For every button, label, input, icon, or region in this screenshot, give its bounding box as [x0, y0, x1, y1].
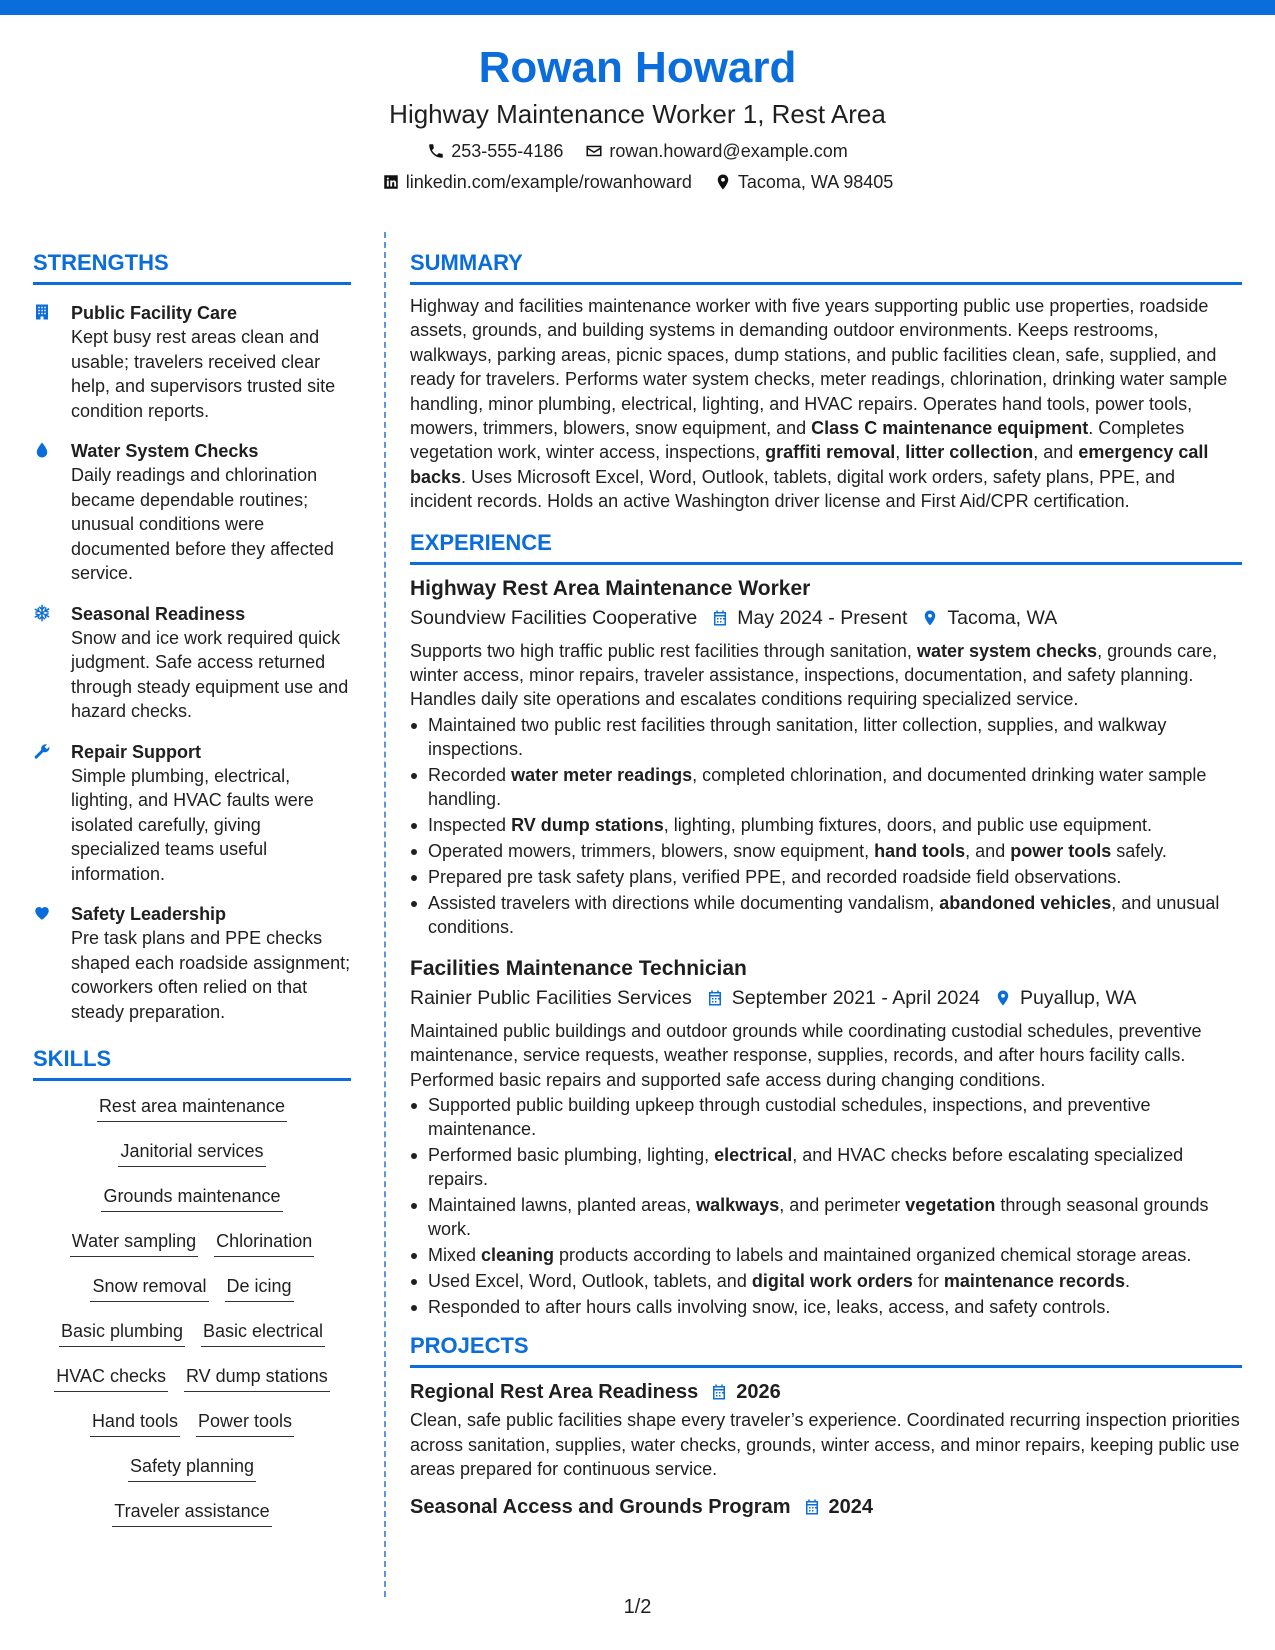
project-entry — [410, 1493, 1242, 1521]
bullet-item: Recorded water meter readings, completed chlorination, and documented drinking water sample handling. — [410, 763, 1242, 811]
wrench-icon — [33, 742, 51, 760]
phone-text: 253-555-4186 — [451, 141, 564, 161]
skill-tag: Power tools — [196, 1410, 294, 1437]
phone-icon — [427, 142, 445, 160]
skill-tag: Basic electrical — [201, 1320, 325, 1347]
job-title: Highway Rest Area Maintenance Worker — [410, 576, 811, 600]
candidate-name: Rowan Howard — [478, 43, 797, 92]
skill-tag: Grounds maintenance — [101, 1185, 282, 1212]
bullet-item: Maintained lawns, planted areas, walkways, and perimeter vegetation through seasonal grounds work. — [410, 1193, 1242, 1241]
linkedin-contact[interactable] — [382, 171, 692, 193]
phone-contact[interactable] — [427, 140, 563, 162]
skill-tag: Traveler assistance — [112, 1500, 271, 1527]
strength-text: Snow and ice work required quick judgment. Safe access returned through steady equipment use and hazard checks. — [71, 627, 349, 721]
bullet-item: Maintained two public rest facilities through sanitation, litter collection, supplies, and walkway inspections. — [410, 713, 1242, 761]
project-entry — [410, 1378, 1242, 1481]
project-year: 2026 — [736, 1381, 781, 1404]
email-text: rowan.howard@example.com — [609, 141, 848, 161]
skill-tag: RV dump stations — [184, 1365, 330, 1392]
strengths-heading: STRENGTHS — [33, 250, 351, 285]
job-bullets — [410, 713, 1242, 939]
skill-tag: HVAC checks — [54, 1365, 168, 1392]
strength-title: Repair Support — [71, 741, 202, 762]
skills-heading: SKILLS — [33, 1046, 351, 1081]
bullet-item: Supported public building upkeep through custodial schedules, inspections, and preventive maintenance. — [410, 1093, 1242, 1141]
skills-row — [33, 1320, 351, 1365]
job-location: Puyallup, WA — [1020, 986, 1137, 1009]
skill-tag: Safety planning — [128, 1455, 256, 1482]
job-company: Rainier Public Facilities Services — [410, 986, 692, 1009]
project-year: 2024 — [828, 1496, 873, 1519]
envelope-icon — [585, 142, 603, 160]
skills-row — [33, 1365, 351, 1410]
map-pin-icon — [994, 989, 1012, 1007]
water-drop-icon — [33, 441, 51, 459]
resume-header — [0, 40, 1275, 193]
project-title: Seasonal Access and Grounds Program — [410, 1496, 791, 1519]
contact-row-2 — [0, 171, 1275, 193]
job-meta — [410, 983, 1242, 1013]
building-icon — [33, 303, 51, 321]
summary-text: Highway and facilities maintenance worker with five years supporting public use properties, roadside assets, grounds, and building systems in demanding outdoor environments. Keeps restrooms, walkways, parking areas, picnic spaces, dump stations, and public facilities clean, safe, supplied, and ready for travelers. Performs water system checks, meter readings, chlorination, drinking water sample handling, minor plumbing, electrical, lighting, and HVAC repairs. Operates hand tools, power tools, mowers, trimmers, blowers, snow equipment, and Class C maintenance equipment. Completes vegetation work, winter access, inspections, graffiti removal, litter collection, and emergency call backs. Uses Microsoft Excel, Word, Outlook, tablets, digital work orders, safety plans, PPE, and incident records. Holds an active Washington driver license and First Aid/CPR certification. — [410, 296, 1228, 512]
skills-list — [33, 1095, 351, 1545]
job-meta — [410, 603, 1242, 633]
bullet-item: Mixed cleaning products according to labels and maintained organized chemical storage areas. — [410, 1243, 1242, 1267]
strength-text: Kept busy rest areas clean and usable; travelers received clear help, and supervisors trusted site condition reports. — [71, 327, 336, 421]
contact-row-1 — [0, 140, 1275, 162]
skills-row — [33, 1185, 351, 1230]
skill-tag: Janitorial services — [118, 1140, 265, 1167]
experience-heading: EXPERIENCE — [410, 530, 1242, 565]
bullet-item: Operated mowers, trimmers, blowers, snow equipment, hand tools, and power tools safely. — [410, 839, 1242, 863]
linkedin-text: linkedin.com/example/rowanhoward — [405, 172, 692, 192]
snowflake-icon — [33, 604, 51, 622]
skill-tag: Hand tools — [90, 1410, 180, 1437]
job-title: Facilities Maintenance Technician — [410, 956, 747, 980]
map-pin-icon — [921, 609, 939, 627]
bullet-item: Responded to after hours calls involving snow, ice, leaks, access, and safety controls. — [410, 1295, 1242, 1319]
skill-tag: De icing — [225, 1275, 294, 1302]
skill-tag: Basic plumbing — [59, 1320, 185, 1347]
job-bullets — [410, 1093, 1242, 1319]
bullet-item: Used Excel, Word, Outlook, tablets, and digital work orders for maintenance records. — [410, 1269, 1242, 1293]
summary-heading: SUMMARY — [410, 250, 1242, 285]
job-entry — [410, 575, 1242, 939]
strength-text: Simple plumbing, electrical, lighting, and HVAC faults were isolated carefully, giving specialized teams useful information. — [71, 765, 314, 884]
strength-item — [33, 602, 351, 724]
heart-icon — [33, 904, 51, 922]
strength-item — [33, 439, 351, 586]
projects-list — [410, 1378, 1242, 1521]
map-pin-icon — [714, 173, 732, 191]
strength-title: Safety Leadership — [71, 904, 227, 924]
skills-row — [33, 1455, 351, 1500]
bullet-item: Inspected RV dump stations, lighting, plumbing fixtures, doors, and public use equipment. — [410, 813, 1242, 837]
calendar-icon — [706, 989, 724, 1007]
strength-title: Public Facility Care — [71, 303, 238, 323]
skill-tag: Chlorination — [214, 1230, 314, 1257]
project-title-row — [410, 1378, 1242, 1406]
job-description: Supports two high traffic public rest facilities through sanitation, water system checks, grounds care, winter access, minor repairs, traveler assistance, inspections, documentation, and safety planning. Handles daily site operations and escalates conditions requiring specialized service. — [410, 640, 1218, 710]
job-dates: September 2021 - April 2024 — [731, 986, 981, 1009]
calendar-icon — [711, 609, 729, 627]
strength-title: Water System Checks — [71, 441, 259, 461]
email-contact[interactable] — [585, 140, 847, 162]
top-accent-bar — [0, 0, 1275, 15]
project-description: Clean, safe public facilities shape every traveler’s experience. Coordinated recurring inspection priorities across sanitation, supplies, water checks, grounds, winter access, and minor repairs, keeping public use areas prepared for continuous service. — [410, 1410, 1240, 1479]
left-column — [33, 250, 351, 1545]
skill-tag: Water sampling — [70, 1230, 198, 1257]
job-location: Tacoma, WA — [947, 606, 1058, 629]
experience-list — [410, 575, 1242, 1319]
skill-tag: Snow removal — [90, 1275, 208, 1302]
candidate-title: Highway Maintenance Worker 1, Rest Area — [389, 99, 886, 129]
calendar-icon — [803, 1498, 821, 1516]
skills-row — [33, 1230, 351, 1275]
bullet-item: Assisted travelers with directions while documenting vandalism, abandoned vehicles, and unusual conditions. — [410, 891, 1242, 939]
bullet-item: Prepared pre task safety plans, verified PPE, and recorded roadside field observations. — [410, 865, 1242, 889]
skills-row — [33, 1140, 351, 1185]
job-dates: May 2024 - Present — [737, 606, 908, 629]
job-company: Soundview Facilities Cooperative — [410, 606, 698, 629]
skills-row — [33, 1500, 351, 1545]
job-description: Maintained public buildings and outdoor grounds while coordinating custodial schedules, preventive maintenance, service requests, weather response, supplies, records, and after hours facility calls. Performed basic repairs and supported safe access during changing conditions. — [410, 1020, 1202, 1090]
strength-title: Seasonal Readiness — [71, 603, 246, 624]
skills-row — [33, 1275, 351, 1320]
page-number: 1/2 — [623, 1596, 652, 1618]
skill-tag: Rest area maintenance — [97, 1095, 287, 1122]
location-contact — [714, 171, 893, 193]
linkedin-icon — [382, 173, 400, 191]
location-text: Tacoma, WA 98405 — [737, 172, 894, 192]
job-entry — [410, 955, 1242, 1319]
skills-row — [33, 1095, 351, 1140]
strength-item — [33, 740, 351, 887]
project-title-row — [410, 1493, 1242, 1521]
strength-text: Daily readings and chlorination became dependable routines; unusual conditions were documented before they affected service. — [71, 465, 334, 583]
strength-item — [33, 902, 351, 1024]
project-title: Regional Rest Area Readiness — [410, 1381, 699, 1404]
strength-text: Pre task plans and PPE checks shaped each roadside assignment; coworkers often relied on that steady preparation. — [71, 928, 351, 1022]
column-divider — [384, 232, 386, 1597]
strength-item — [33, 301, 351, 423]
calendar-icon — [710, 1383, 728, 1401]
skills-row — [33, 1410, 351, 1455]
projects-heading: PROJECTS — [410, 1333, 1242, 1368]
bullet-item: Performed basic plumbing, lighting, electrical, and HVAC checks before escalating specialized repairs. — [410, 1143, 1242, 1191]
right-column — [410, 250, 1242, 1521]
